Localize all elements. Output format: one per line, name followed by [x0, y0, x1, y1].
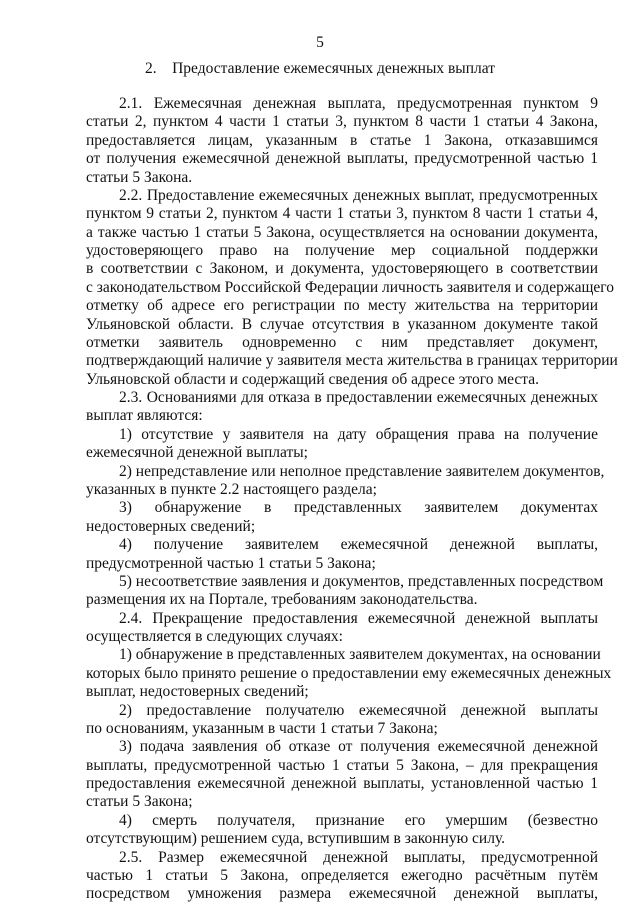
text-line: удостоверяющего право на получение мер социальной поддержки: [86, 242, 598, 260]
text-line: 1) отсутствие у заявителя на дату обращения права на получение: [119, 425, 598, 443]
text-line: с законодательством Российской Федерации личность заявителя и содержащего: [86, 278, 614, 296]
text-line: ежемесячной денежной выплаты;: [86, 444, 308, 462]
text-line: 5) несоответствие заявления и документов, представленных посредством: [119, 572, 604, 590]
text-line: статьи 5 Закона.: [86, 168, 193, 186]
text-line: Ульяновской области и содержащий сведения об адресе этого места.: [86, 370, 540, 388]
text-line: 2.1. Ежемесячная денежная выплата, предусмотренная пунктом 9: [119, 95, 598, 112]
text-line: отсутствующим) решением суда, вступившим в законную силу.: [86, 830, 506, 848]
text-line: предоставляется лицам, указанным в статье 1 Закона, отказавшимся: [86, 131, 598, 149]
text-line: статьи 5 Закона;: [86, 793, 193, 811]
text-line: 2) предоставление получателю ежемесячной денежной выплаты: [119, 701, 598, 719]
text-line: 2) непредставление или неполное представление заявителем документов,: [119, 462, 605, 480]
section-title: 2. Предоставление ежемесячных денежных выплат: [144, 60, 496, 77]
text-line: статьи 2, пунктом 4 части 1 статьи 3, пунктом 8 части 1 статьи 4 Закона,: [86, 113, 598, 131]
text-line: частью 1 статьи 5 Закона, определяется ежегодно расчётным путём: [86, 866, 598, 884]
text-line: осуществляется в следующих случаях:: [86, 628, 343, 646]
text-line: 4) смерть получателя, признание его умершим (безвестно: [119, 811, 598, 829]
text-line: в соответствии с Законом, и документа, удостоверяющего в соответствии: [86, 260, 598, 278]
text-line: которых было принято решение о предоставлении ему ежемесячных денежных: [86, 664, 612, 682]
text-line: 1) обнаружение в представленных заявителем документах, на основании: [119, 646, 601, 664]
text-line: 2.2. Предоставление ежемесячных денежных выплат, предусмотренных: [119, 186, 598, 204]
text-line: посредством умножения размера ежемесячной денежной выплаты,: [86, 885, 598, 903]
text-line: выплаты, предусмотренной частью 1 статьи 5 Закона, – для прекращения: [86, 756, 598, 774]
text-line: предусмотренной частью 1 статьи 5 Закона;: [86, 554, 376, 572]
text-line: размещения их на Портале, требованиям законодательства.: [86, 591, 478, 609]
text-line: 3) обнаружение в представленных заявителем документах: [119, 499, 598, 517]
text-line: по основаниям, указанным в части 1 статьи 7 Закона;: [86, 719, 438, 737]
text-line: недостоверных сведений;: [86, 517, 256, 535]
text-line: 2.4. Прекращение предоставления ежемесячной денежной выплаты: [119, 609, 598, 627]
text-line: 2.5. Размер ежемесячной денежной выплаты, предусмотренной: [119, 848, 598, 866]
text-line: выплат являются:: [86, 407, 203, 425]
text-line: отметки заявитель одновременно с ним представляет документ,: [86, 333, 598, 351]
text-line: Ульяновской области. В случае отсутствия в указанном документе такой: [86, 315, 598, 333]
text-line: подтверждающий наличие у заявителя места жительства в границах территории: [86, 352, 618, 370]
text-line: предоставления ежемесячной денежной выплаты, установленной частью 1: [86, 775, 598, 793]
text-line: 3) подача заявления об отказе от получения ежемесячной денежной: [119, 738, 598, 756]
text-line: 4) получение заявителем ежемесячной денежной выплаты,: [119, 536, 598, 554]
text-line: от получения ежемесячной денежной выплаты, предусмотренной частью 1: [86, 150, 598, 168]
text-line: пунктом 9 статьи 2, пунктом 4 части 1 статьи 3, пунктом 8 части 1 статьи 4,: [86, 205, 598, 223]
text-line: 2.3. Основаниями для отказа в предоставлении ежемесячных денежных: [119, 389, 598, 407]
text-line: выплат, недостоверных сведений;: [86, 683, 309, 701]
text-line: а также частью 1 статьи 5 Закона, осуществляется на основании документа,: [86, 223, 598, 241]
text-line: указанных в пункте 2.2 настоящего раздела;: [86, 480, 377, 498]
page-number: 5: [316, 34, 324, 51]
text-line: отметку об адресе его регистрации по месту жительства на территории: [86, 297, 598, 315]
